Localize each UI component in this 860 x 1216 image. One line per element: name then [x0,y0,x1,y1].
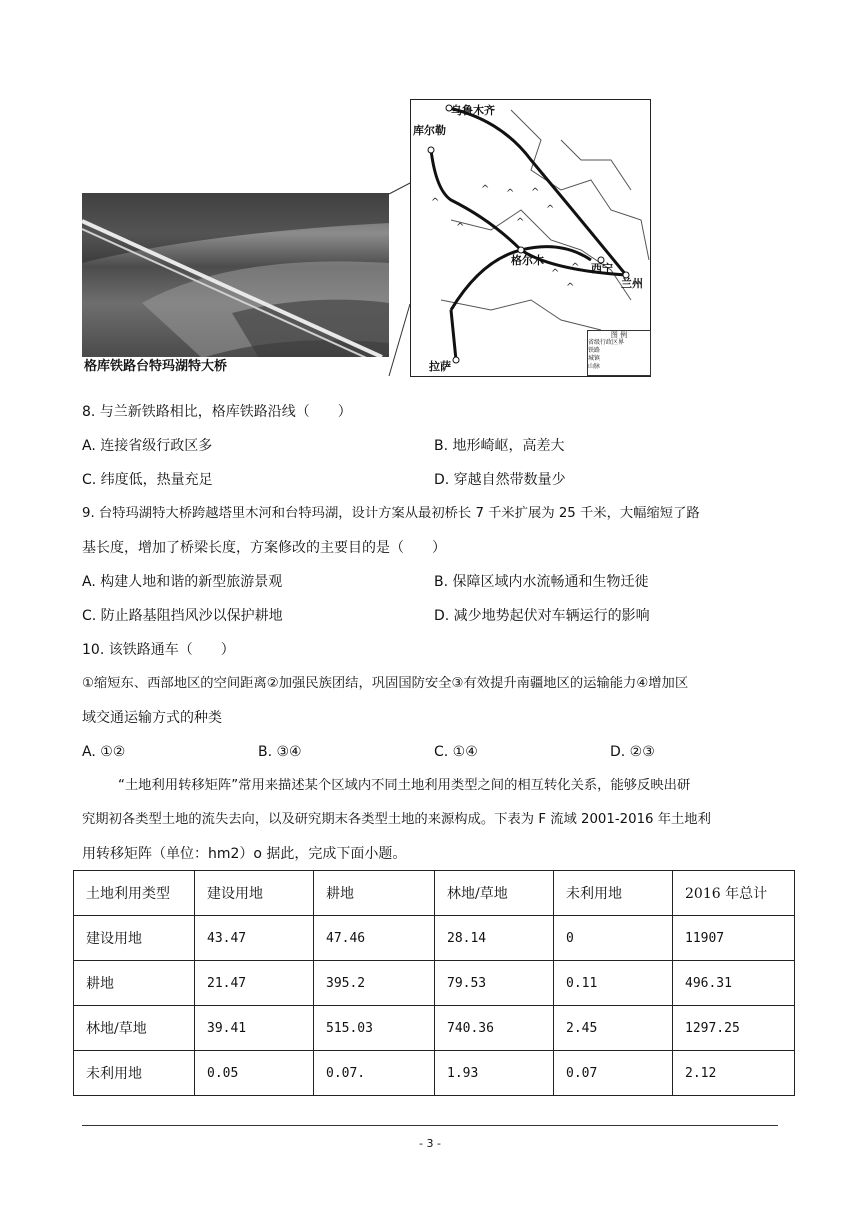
table-row [74,1006,795,1051]
table-row-label: 未利用地 [74,1051,195,1096]
table-cell: 2.45 [554,1006,673,1051]
table-cell: 740.36 [435,1006,554,1051]
table-cell: 39.41 [195,1006,314,1051]
map-label-urumqi: 乌鲁木齐 [451,104,495,117]
svg-text:^: ^ [571,262,580,273]
table-cell: 28.14 [435,916,554,961]
legend-item-railway: 铁路 [588,347,601,354]
table-cell: 79.53 [435,961,554,1006]
map-legend [587,330,651,376]
table-cell: 0.05 [195,1051,314,1096]
table-row [74,1051,795,1096]
q8-option-b: B. 地形崎岖，高差大 [434,438,565,454]
bridge-photo-drawing [82,193,389,377]
table-row [74,961,795,1006]
table-header-cell: 土地利用类型 [74,871,195,916]
land-use-matrix-table [73,870,795,1096]
table-cell: 47.46 [314,916,435,961]
page-number: - 3 - [419,1137,441,1150]
q8-option-c: C. 纬度低，热量充足 [82,472,213,488]
table-cell: 0 [554,916,673,961]
q10-option-b: B. ③④ [258,744,302,760]
svg-text:^: ^ [431,197,440,208]
table-cell: 1.93 [435,1051,554,1096]
legend-item-border: 省级行政区界 [588,339,625,346]
table-cell: 515.03 [314,1006,435,1051]
q8-option-a: A. 连接省级行政区多 [82,438,213,454]
table-row-label: 建设用地 [74,916,195,961]
q9-option-d: D. 减少地势起伏对车辆运行的影响 [434,608,650,624]
q10-option-c: C. ①④ [434,744,478,760]
table-cell: 0.07. [314,1051,435,1096]
map-label-lanzhou: 兰州 [621,277,643,290]
table-cell: 21.47 [195,961,314,1006]
intro-line1: “土地利用转移矩阵”常用来描述某个区域内不同土地利用类型之间的相互转化关系，能够反映出研 [118,778,691,793]
map-label-golmud: 格尔木 [511,254,544,267]
legend-title: 图 例 [610,331,628,339]
svg-text:^: ^ [481,184,490,195]
table-row-label: 林地/草地 [74,1006,195,1051]
q9-stem-line2: 基长度，增加了桥梁长度，方案修改的主要目的是（ ） [82,540,446,556]
intro-line3: 用转移矩阵（单位：hm2）o 据此，完成下面小题。 [82,846,407,862]
q9-option-a: A. 构建人地和谐的新型旅游景观 [82,574,283,590]
svg-text:^: ^ [566,282,575,293]
table-row [74,916,795,961]
q9-stem-line1: 9. 台特玛湖特大桥跨越塔里木河和台特玛湖，设计方案从最初桥长 7 千米扩展为 25 千米，大幅缩短了路 [82,506,700,521]
table-cell: 0.07 [554,1051,673,1096]
map-label-korla: 库尔勒 [413,124,446,137]
table-header-row [74,871,795,916]
svg-text:^: ^ [551,268,560,279]
intro-line2: 究期初各类型土地的流失去向，以及研究期末各类型土地的来源构成。下表为 F 流域 2001-2016 年土地利 [82,812,711,827]
table-cell: 2.12 [673,1051,795,1096]
table-cell: 496.31 [673,961,795,1006]
svg-text:^: ^ [531,187,540,198]
table-header-cell: 林地/草地 [435,871,554,916]
table-cell: 1297.25 [673,1006,795,1051]
q10-option-d: D. ②③ [610,744,655,760]
table-cell: 395.2 [314,961,435,1006]
railway-map [410,99,651,377]
map-label-xining: 西宁 [591,262,613,275]
q10-statements-line2: 域交通运输方式的种类 [82,710,222,726]
svg-text:^: ^ [516,217,525,228]
table-cell: 0.11 [554,961,673,1006]
q10-stem: 10. 该铁路通车（ ） [82,642,235,658]
legend-item-mountain: 山脉 [588,363,601,370]
table-cell: 11907 [673,916,795,961]
svg-text:^: ^ [456,222,465,233]
table-row-label: 耕地 [74,961,195,1006]
table-header-cell: 建设用地 [195,871,314,916]
table-header-cell: 2016 年总计 [673,871,795,916]
bridge-photo [82,193,389,377]
table-header-cell: 耕地 [314,871,435,916]
q8-stem: 8. 与兰新铁路相比，格库铁路沿线（ ） [82,404,352,420]
q10-statements-line1: ①缩短东、西部地区的空间距离②加强民族团结，巩固国防安全③有效提升南疆地区的运输能力④增加区 [82,676,689,691]
q10-option-a: A. ①② [82,744,126,760]
legend-item-town: 城镇 [588,355,601,362]
svg-text:^: ^ [546,204,555,215]
table-header-cell: 未利用地 [554,871,673,916]
map-label-lhasa: 拉萨 [429,360,451,373]
footer-rule [82,1125,778,1126]
q9-option-b: B. 保障区域内水流畅通和生物迁徙 [434,574,649,590]
q8-option-d: D. 穿越自然带数量少 [434,472,566,488]
table-cell: 43.47 [195,916,314,961]
svg-text:^: ^ [506,188,515,199]
photo-caption: 格库铁路台特玛湖特大桥 [82,357,389,377]
q9-option-c: C. 防止路基阻挡风沙以保护耕地 [82,608,283,624]
